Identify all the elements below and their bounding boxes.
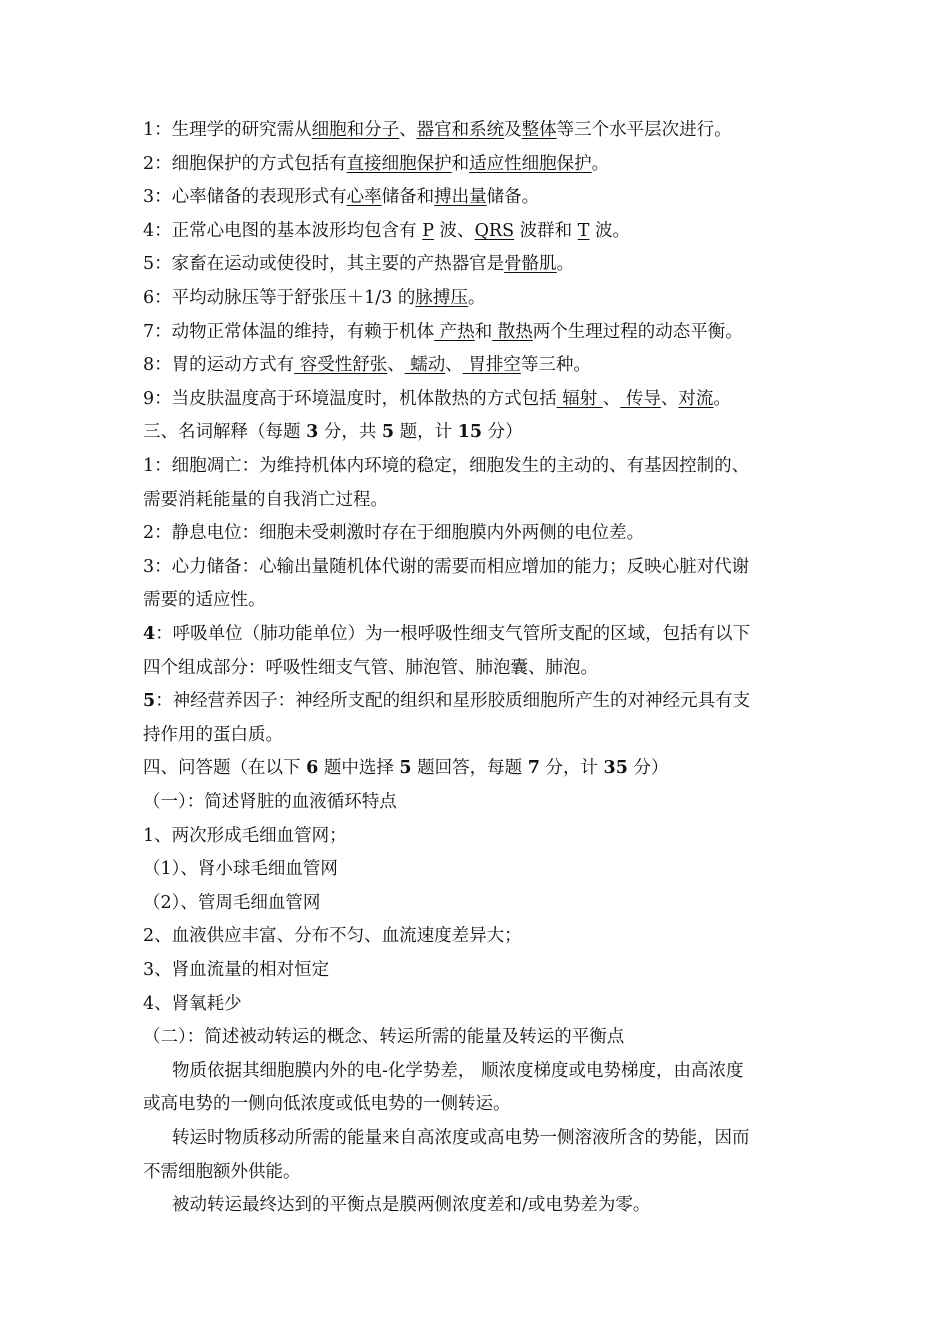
- text-run: 分，共: [318, 422, 382, 443]
- text-run: 当皮肤温度高于环境温度时，机体散热的方式包括: [171, 388, 557, 409]
- text-run: 9：: [143, 388, 172, 409]
- text-line: [143, 924, 813, 948]
- text-line: [143, 521, 813, 545]
- text-run: 5：神经营养因子：神经所支配的组织和星形胶质细胞所产生的对神经元具有支: [143, 691, 751, 712]
- text-run: 1：细胞凋亡：为维持机体内环境的稳定，细胞发生的主动的、有基因控制的、: [143, 456, 750, 476]
- text-run: （1）、肾小球毛细血管网: [143, 859, 338, 880]
- text-run: 4：呼吸单位（肺功能单位）为一根呼吸性细支气管所支配的区域，包括有以下: [143, 624, 751, 644]
- section-title: [143, 756, 813, 780]
- text-line: [143, 958, 813, 982]
- text-run: 不需细胞额外供能。: [143, 1161, 301, 1182]
- text-run: 分）: [627, 758, 669, 779]
- fill-blank-item: [143, 320, 813, 344]
- answer-blank: 蠕动: [404, 355, 446, 376]
- text-line: [143, 992, 813, 1016]
- text-run: 2：静息电位：细胞未受刺激时存在于细胞膜内外两侧的电位差。: [143, 523, 645, 544]
- text-run: （2）、管周毛细血管网: [143, 892, 321, 913]
- text-line: [143, 857, 813, 881]
- text-line: [143, 1092, 813, 1116]
- fill-blank-item: [143, 286, 813, 310]
- text-line: [143, 891, 813, 915]
- text-run: 4：: [143, 220, 172, 241]
- text-run: 8：: [143, 355, 172, 376]
- text-run: 转运时物质移动所需的能量来自高浓度或高电势一侧溶液所含的势能，因而: [172, 1128, 750, 1148]
- text-run: 。: [591, 153, 610, 174]
- answer-blank: 对流: [678, 388, 714, 409]
- text-run: 储备。: [486, 187, 540, 208]
- text-run: 胃的运动方式有: [171, 355, 295, 376]
- text-run: 7: [527, 758, 540, 779]
- text-run: 、: [399, 120, 417, 140]
- answer-blank: 胃排空: [462, 355, 521, 376]
- fill-blank-item: [143, 118, 813, 142]
- text-run: 3: [306, 422, 319, 443]
- text-run: 和: [474, 321, 493, 342]
- text-run: 持作用的蛋白质。: [143, 724, 283, 745]
- fill-blank-item: [143, 353, 813, 377]
- text-run: 5：: [143, 254, 172, 275]
- text-run: 6：: [143, 288, 172, 308]
- answer-blank: 器官和系统: [416, 120, 505, 140]
- text-run: 等三种。: [520, 355, 591, 376]
- text-run: 四、问答题（在以下: [143, 758, 307, 779]
- fill-blank-item: [143, 252, 813, 276]
- text-run: 题回答，每题: [411, 758, 528, 779]
- text-run: 需要消耗能量的自我消亡过程。: [143, 489, 388, 510]
- text-line: [143, 622, 813, 646]
- text-run: 3：心力储备：心输出量随机体代谢的需要而相应增加的能力；反映心脏对代谢: [143, 556, 750, 577]
- answer-blank: T: [577, 220, 590, 241]
- text-run: 。: [713, 388, 731, 409]
- fill-blank-item: [143, 219, 813, 243]
- text-run: 、: [602, 388, 621, 409]
- text-line: [143, 555, 813, 579]
- text-run: 6: [306, 758, 319, 779]
- text-run: 15: [457, 422, 483, 443]
- text-run: 生理学的研究需从: [171, 120, 312, 140]
- text-line: [143, 790, 813, 814]
- text-run: （一）：简述肾脏的血液循环特点: [143, 792, 397, 812]
- text-run: 需要的适应性。: [143, 590, 266, 611]
- text-run: 四个组成部分：呼吸性细支气管、肺泡管、肺泡囊、肺泡。: [143, 657, 598, 678]
- text-run: 1：: [143, 120, 172, 140]
- text-run: 4、肾氧耗少: [143, 993, 242, 1014]
- text-run: 波。: [589, 220, 630, 241]
- text-run: 3：: [143, 187, 172, 208]
- text-run: 三、名词解释（每题: [143, 422, 307, 443]
- text-line: [172, 1059, 842, 1083]
- text-line: [143, 1160, 813, 1184]
- text-run: 7：: [143, 321, 172, 342]
- text-line: [143, 454, 813, 478]
- text-run: 1、两次形成毛细血管网；: [143, 825, 347, 846]
- text-line: [143, 1025, 813, 1049]
- fill-blank-item: [143, 387, 813, 411]
- text-run: 波、: [433, 220, 475, 241]
- text-run: 分，计: [539, 758, 604, 779]
- text-run: （二）：简述被动转运的概念、转运所需的能量及转运的平衡点: [143, 1027, 625, 1048]
- text-run: 35: [603, 758, 628, 779]
- answer-blank: QRS: [474, 220, 515, 241]
- fill-blank-item: [143, 152, 813, 176]
- text-run: 细胞保护的方式包括有: [171, 153, 347, 174]
- text-line: [143, 488, 813, 512]
- answer-blank: 散热: [492, 321, 533, 342]
- text-run: 和: [451, 153, 470, 174]
- answer-blank: 整体: [521, 120, 557, 140]
- text-run: 两个生理过程的动态平衡。: [532, 321, 743, 342]
- text-run: 题，计: [394, 422, 458, 443]
- text-run: 分）: [482, 422, 523, 443]
- text-run: 被动转运最终达到的平衡点是膜两侧浓度差和/或电势差为零。: [172, 1195, 651, 1216]
- text-run: 动物正常体温的维持，有赖于机体: [171, 321, 435, 342]
- text-run: 。: [467, 288, 486, 308]
- text-run: 或高电势的一侧向低浓度或低电势的一侧转运。: [143, 1094, 511, 1115]
- text-run: 、: [445, 355, 463, 376]
- text-line: [172, 1193, 842, 1217]
- text-line: [143, 824, 813, 848]
- text-run: 波群和: [514, 220, 578, 241]
- answer-blank: 传导: [620, 388, 661, 409]
- answer-blank: 骨骼肌: [504, 254, 557, 275]
- text-run: 5: [399, 758, 412, 779]
- answer-blank: 辐射: [556, 388, 603, 409]
- answer-blank: P: [422, 220, 434, 241]
- text-run: 、: [387, 355, 405, 376]
- text-run: 5: [381, 422, 395, 443]
- text-run: 及: [504, 120, 522, 140]
- text-line: [172, 1126, 842, 1150]
- text-run: 家畜在运动或使役时，其主要的产热器官是: [171, 254, 505, 275]
- text-run: 。: [556, 254, 575, 275]
- answer-blank: 产热: [434, 321, 475, 342]
- text-run: 2：: [143, 153, 172, 174]
- text-run: 平均动脉压等于舒张压＋1/3 的: [171, 288, 416, 308]
- text-run: 储备和: [381, 187, 435, 208]
- text-run: 3、肾血流量的相对恒定: [143, 960, 330, 980]
- answer-blank: 适应性细胞保护: [469, 153, 592, 174]
- text-run: 心率储备的表现形式有: [171, 187, 347, 208]
- text-run: 题中选择: [318, 758, 400, 779]
- fill-blank-item: [143, 185, 813, 209]
- answer-blank: 搏出量: [434, 187, 487, 208]
- section-title: [143, 420, 813, 444]
- text-run: 、: [660, 388, 679, 409]
- text-line: [143, 723, 813, 747]
- text-run: 等三个水平层次进行。: [556, 120, 732, 140]
- text-line: [143, 689, 813, 713]
- answer-blank: 细胞和分子: [311, 120, 400, 140]
- answer-blank: 直接细胞保护: [346, 153, 452, 174]
- text-run: 2、血液供应丰富、分布不匀、血流速度差异大；: [143, 926, 522, 947]
- text-line: [143, 588, 813, 612]
- answer-blank: 脉搏压: [415, 288, 468, 308]
- text-run: 物质依据其细胞膜内外的电-化学势差， 顺浓度梯度或电势梯度，由高浓度: [172, 1060, 744, 1081]
- text-run: 正常心电图的基本波形均包含有: [171, 220, 423, 241]
- answer-blank: 容受性舒张: [294, 355, 388, 376]
- text-line: [143, 656, 813, 680]
- answer-blank: 心率: [346, 187, 382, 208]
